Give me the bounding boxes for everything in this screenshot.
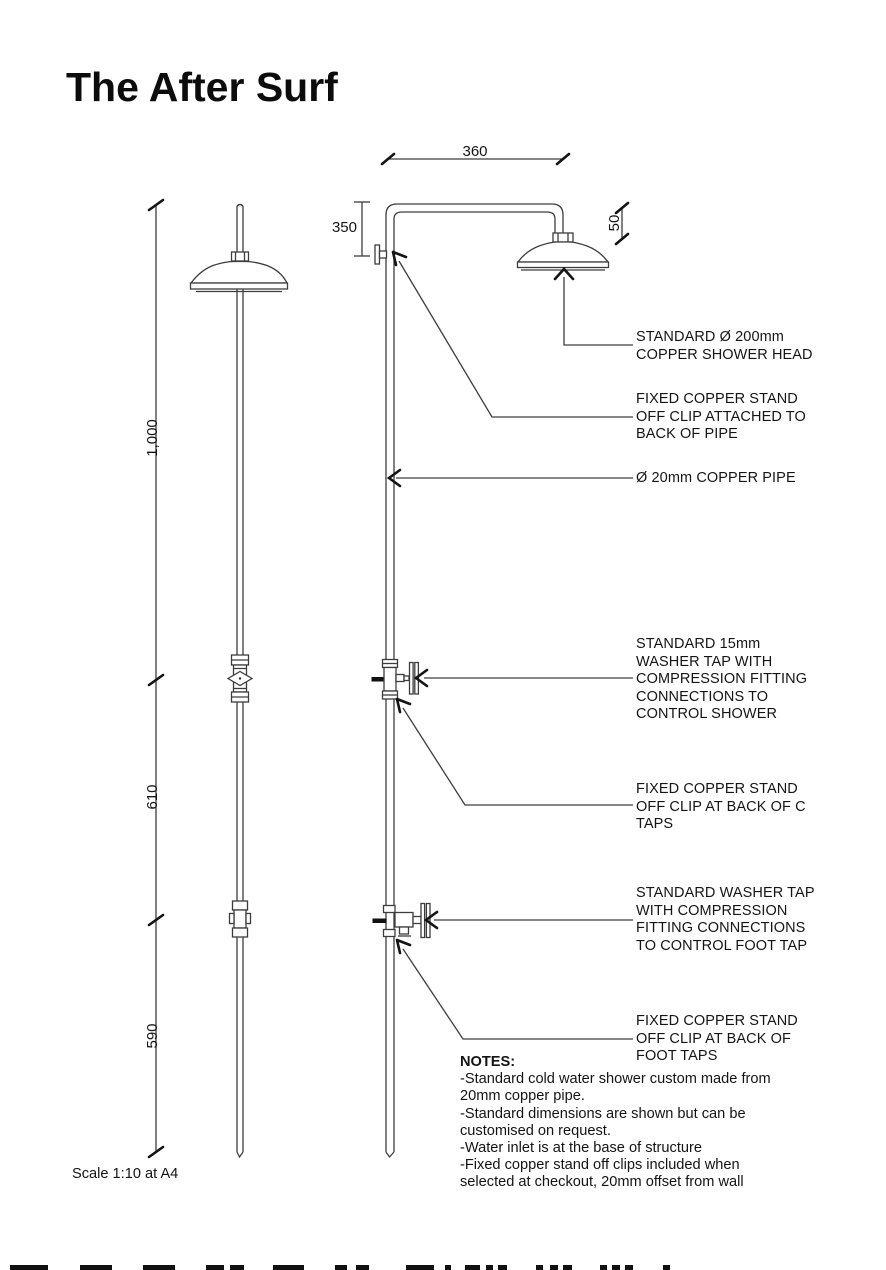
notes-heading: NOTES: [460, 1054, 516, 1070]
notes-line: selected at checkout, 20mm offset from wall [460, 1174, 744, 1191]
dim-50 [606, 203, 628, 244]
annotation-clip-c-taps [636, 781, 806, 834]
page-title: The After Surf [66, 64, 338, 110]
dim-head-offset: 350 [331, 219, 357, 236]
notes-line: -Standard dimensions are shown but can be [460, 1105, 746, 1122]
tap-shower-side [383, 660, 419, 700]
dim-middle-length: 610 [144, 784, 161, 810]
annotation-copper-pipe [636, 470, 796, 488]
dim-350 [332, 202, 370, 256]
vertical-dimension-line [144, 200, 163, 1157]
annotation-tap-foot [636, 885, 815, 955]
notes-block [460, 1054, 771, 1192]
annotation-line: WITH COMPRESSION [636, 902, 788, 919]
annotation-line: OFF CLIP AT BACK OF C [636, 798, 806, 815]
notes-line: -Standard cold water shower custom made from [460, 1071, 771, 1088]
annotation-line: FIXED COPPER STAND [636, 781, 798, 797]
notes-line: customised on request. [460, 1122, 611, 1139]
scale-note: Scale 1:10 at A4 [72, 1166, 179, 1182]
notes-line: -Fixed copper stand off clips included when [460, 1157, 740, 1174]
tap-shower-front [228, 655, 252, 702]
annotation-line: FIXED COPPER STAND [636, 1013, 798, 1029]
dim-head-height: 50 [606, 214, 623, 232]
stand-off-clip-top [375, 245, 387, 264]
annotation-line: FIXED COPPER STAND [636, 391, 798, 407]
tap-foot-side [384, 904, 431, 938]
annotation-line: FITTING CONNECTIONS [636, 920, 806, 936]
leader-lines [389, 252, 633, 1039]
dim-lower-length: 590 [144, 1023, 161, 1049]
cropped-text-fragments [10, 1265, 670, 1270]
notes-line: -Water inlet is at the base of structure [460, 1140, 702, 1157]
annotation-line: WASHER TAP WITH [636, 653, 773, 670]
wall-tick-foot-tap [373, 919, 387, 924]
annotation-line: STANDARD WASHER TAP [636, 885, 815, 901]
dim-360 [382, 143, 569, 164]
annotation-clip-pipe [636, 391, 806, 444]
annotation-line: Ø 20mm COPPER PIPE [636, 470, 796, 486]
annotation-line: OFF CLIP AT BACK OF [636, 1030, 791, 1047]
tap-foot-front [230, 901, 251, 937]
annotation-line: CONTROL SHOWER [636, 706, 778, 722]
annotation-line: TO CONTROL FOOT TAP [636, 937, 808, 954]
annotation-line: COMPRESSION FITTING [636, 671, 808, 687]
annotation-line: STANDARD Ø 200mm [636, 329, 784, 345]
annotation-shower-head [636, 329, 813, 364]
annotation-tap-shower [636, 636, 807, 724]
dim-upper-length: 1,000 [144, 419, 161, 457]
annotation-line: OFF CLIP ATTACHED TO [636, 408, 806, 425]
dim-top-width: 360 [462, 143, 488, 160]
annotation-line: TAPS [636, 816, 674, 832]
shower-head-side [518, 233, 609, 270]
annotation-line: COPPER SHOWER HEAD [636, 346, 813, 363]
annotation-line: BACK OF PIPE [636, 426, 738, 442]
shower-head-front [191, 252, 288, 292]
front-view-drawing [144, 200, 288, 1157]
annotation-line: STANDARD 15mm [636, 636, 761, 652]
side-view-drawing [332, 143, 633, 1157]
annotation-line: CONNECTIONS TO [636, 688, 769, 705]
annotation-line: FOOT TAPS [636, 1048, 718, 1064]
notes-line: 20mm copper pipe. [460, 1088, 585, 1105]
